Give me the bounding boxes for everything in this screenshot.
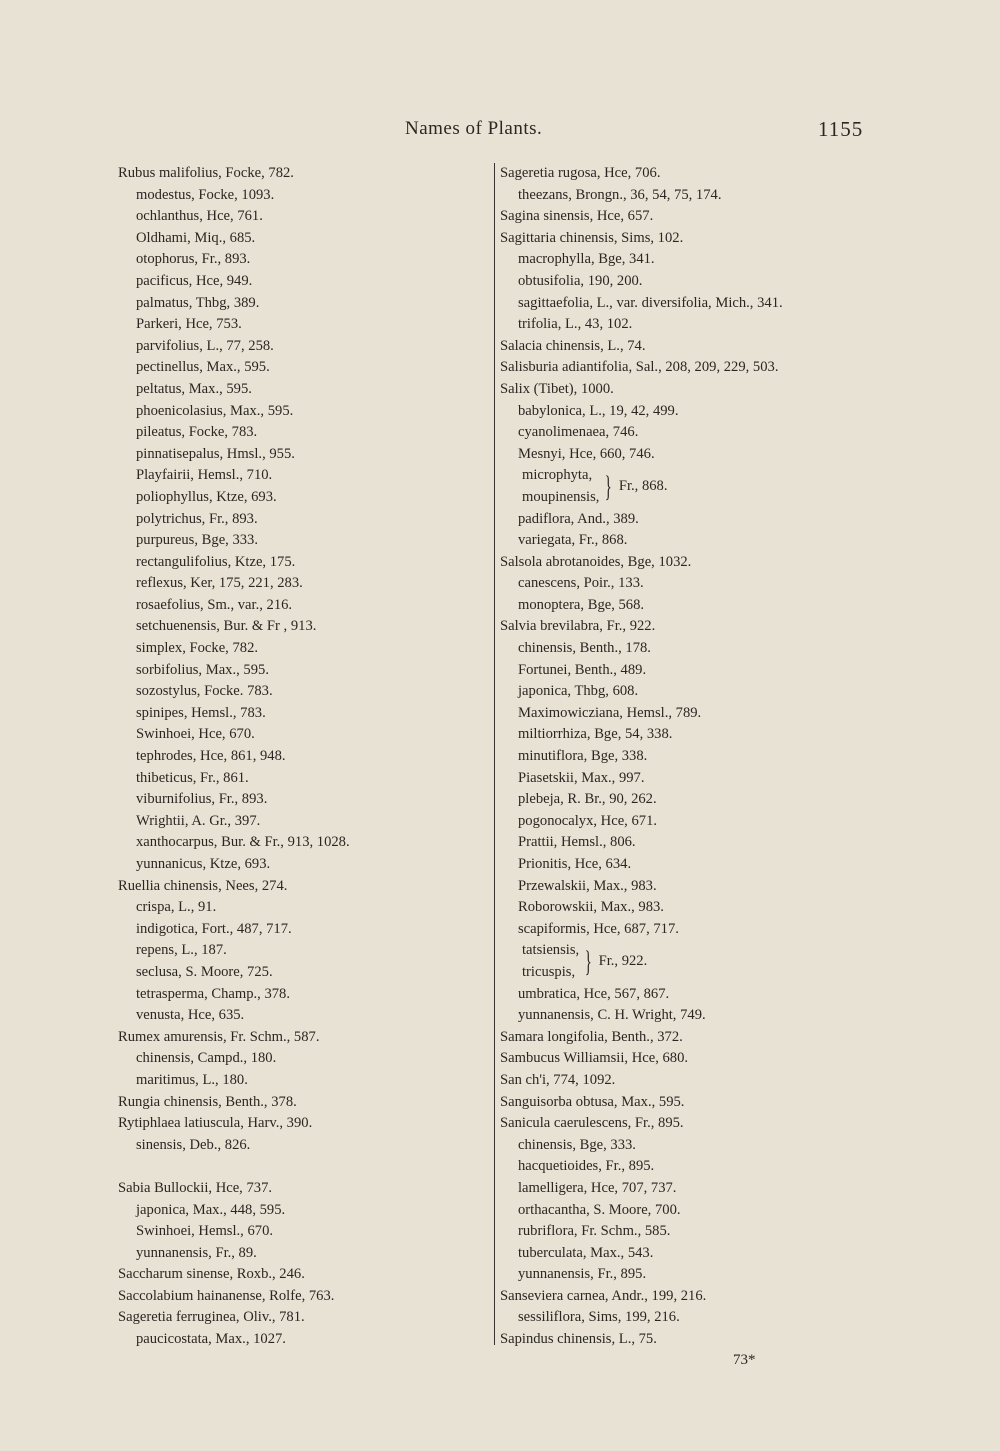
index-subentry: Roborowskii, Max., 983. bbox=[518, 899, 664, 916]
index-entry: Sapindus chinensis, L., 75. bbox=[500, 1331, 657, 1348]
index-subentry: Playfairii, Hemsl., 710. bbox=[136, 467, 273, 484]
index-subentry: viburnifolius, Fr., 893. bbox=[136, 791, 268, 808]
index-subentry: sagittaefolia, L., var. diversifolia, Mich., 341. bbox=[518, 294, 783, 311]
index-subentry: pileatus, Focke, 783. bbox=[136, 424, 258, 441]
index-subentry: ochlanthus, Hce, 761. bbox=[136, 208, 263, 225]
index-subentry: repens, L., 187. bbox=[136, 942, 227, 959]
index-subentry: monoptera, Bge, 568. bbox=[518, 596, 645, 613]
index-subentry: pacificus, Hce, 949. bbox=[136, 272, 253, 289]
index-subentry: yunnanensis, Fr., 89. bbox=[136, 1244, 257, 1261]
brace-symbol: } bbox=[605, 469, 613, 503]
index-entry: Rytiphlaea latiuscula, Harv., 390. bbox=[118, 1115, 313, 1132]
index-entry: Sanicula caerulescens, Fr., 895. bbox=[500, 1115, 684, 1132]
index-subentry: phoenicolasius, Max., 595. bbox=[136, 402, 294, 419]
index-subentry: crispa, L., 91. bbox=[136, 899, 217, 916]
index-subentry: lamelligera, Hce, 707, 737. bbox=[518, 1179, 677, 1196]
column-divider bbox=[494, 163, 495, 1345]
index-entry: Sabia Bullockii, Hce, 737. bbox=[118, 1179, 273, 1196]
index-entry: Sageretia rugosa, Hce, 706. bbox=[500, 165, 661, 181]
index-subentry: chinensis, Benth., 178. bbox=[518, 640, 651, 657]
left-column bbox=[118, 163, 490, 1351]
brace-name: microphyta, bbox=[522, 467, 593, 484]
index-entry: Samara longifolia, Benth., 372. bbox=[500, 1028, 683, 1045]
index-subentry: paucicostata, Max., 1027. bbox=[136, 1331, 286, 1348]
right-column bbox=[500, 163, 880, 1351]
index-subentry: tephrodes, Hce, 861, 948. bbox=[136, 748, 286, 765]
section-gap bbox=[118, 1156, 490, 1178]
index-subentry: canescens, Poir., 133. bbox=[518, 575, 644, 592]
index-subentry: yunnanensis, Fr., 895. bbox=[518, 1266, 647, 1283]
page-number: 1155 bbox=[818, 117, 864, 141]
index-entry: Salvia brevilabra, Fr., 922. bbox=[500, 618, 656, 635]
index-subentry: venusta, Hce, 635. bbox=[136, 1007, 245, 1024]
index-entry: Sageretia ferruginea, Oliv., 781. bbox=[118, 1309, 305, 1326]
index-subentry: minutiflora, Bge, 338. bbox=[518, 748, 648, 765]
index-subentry: Przewalskii, Max., 983. bbox=[518, 877, 657, 894]
index-subentry: modestus, Focke, 1093. bbox=[136, 186, 275, 203]
index-subentry: miltiorrhiza, Bge, 54, 338. bbox=[518, 726, 673, 743]
index-subentry: cyanolimenaea, 746. bbox=[518, 424, 639, 441]
index-subentry: Parkeri, Hce, 753. bbox=[136, 316, 242, 333]
index-subentry: yunnanicus, Ktze, 693. bbox=[136, 856, 271, 872]
brace-symbol: } bbox=[584, 944, 592, 978]
index-subentry: Fortunei, Benth., 489. bbox=[518, 661, 647, 678]
brace-name: tricuspis, bbox=[522, 963, 576, 980]
index-subentry: babylonica, L., 19, 42, 499. bbox=[518, 402, 679, 419]
index-subentry: thibeticus, Fr., 861. bbox=[136, 769, 249, 786]
index-subentry: Prattii, Hemsl., 806. bbox=[518, 834, 636, 851]
brace-reference: Fr., 922. bbox=[598, 953, 648, 970]
index-subentry: xanthocarpus, Bur. & Fr., 913, 1028. bbox=[136, 834, 350, 851]
index-entry: Sanguisorba obtusa, Max., 595. bbox=[500, 1093, 685, 1110]
index-subentry: Maximowicziana, Hemsl., 789. bbox=[518, 704, 702, 721]
index-subentry: theezans, Brongn., 36, 54, 75, 174. bbox=[518, 186, 722, 203]
index-subentry: sozostylus, Focke. 783. bbox=[136, 683, 273, 700]
index-subentry: Oldhami, Miq., 685. bbox=[136, 229, 256, 246]
index-entry: Rungia chinensis, Benth., 378. bbox=[118, 1093, 297, 1110]
index-subentry: rosaefolius, Sm., var., 216. bbox=[136, 596, 293, 613]
running-head: Names of Plants. bbox=[405, 118, 543, 139]
index-subentry: padiflora, And., 389. bbox=[518, 510, 639, 527]
index-subentry: plebeja, R. Br., 90, 262. bbox=[518, 791, 657, 808]
index-subentry: tetrasperma, Champ., 378. bbox=[136, 985, 291, 1002]
index-subentry: orthacantha, S. Moore, 700. bbox=[518, 1201, 681, 1218]
index-subentry: Wrightii, A. Gr., 397. bbox=[136, 812, 261, 829]
index-subentry: trifolia, L., 43, 102. bbox=[518, 316, 633, 333]
index-subentry: pogonocalyx, Hce, 671. bbox=[518, 812, 658, 829]
index-subentry: maritimus, L., 180. bbox=[136, 1071, 248, 1088]
index-entry: Sambucus Williamsii, Hce, 680. bbox=[500, 1050, 689, 1067]
index-subentry: Swinhoei, Hce, 670. bbox=[136, 726, 255, 743]
index-entry: Sagittaria chinensis, Sims, 102. bbox=[500, 229, 684, 246]
index-entry: Sanseviera carnea, Andr., 199, 216. bbox=[500, 1287, 707, 1304]
index-subentry: peltatus, Max., 595. bbox=[136, 380, 252, 397]
brace-group-salix bbox=[500, 465, 880, 508]
index-subentry: seclusa, S. Moore, 725. bbox=[136, 963, 273, 980]
index-entry: San ch'i, 774, 1092. bbox=[500, 1071, 616, 1088]
index-subentry: reflexus, Ker, 175, 221, 283. bbox=[136, 575, 303, 592]
index-subentry: tuberculata, Max., 543. bbox=[518, 1244, 654, 1261]
index-subentry: umbratica, Hce, 567, 867. bbox=[518, 985, 670, 1002]
index-subentry: Prionitis, Hce, 634. bbox=[518, 856, 632, 872]
index-subentry: sessiliflora, Sims, 199, 216. bbox=[518, 1309, 680, 1326]
index-subentry: pectinellus, Max., 595. bbox=[136, 359, 270, 376]
index-entry: Ruellia chinensis, Nees, 274. bbox=[118, 877, 288, 894]
index-subentry: parvifolius, L., 77, 258. bbox=[136, 337, 274, 354]
brace-name: tatsiensis, bbox=[522, 942, 580, 959]
index-subentry: poliophyllus, Ktze, 693. bbox=[136, 488, 277, 505]
index-subentry: japonica, Thbg, 608. bbox=[518, 683, 639, 700]
index-subentry: Piasetskii, Max., 997. bbox=[518, 769, 645, 786]
brace-group-salvia bbox=[500, 940, 880, 983]
index-subentry: pinnatisepalus, Hmsl., 955. bbox=[136, 445, 295, 462]
index-subentry: chinensis, Bge, 333. bbox=[518, 1136, 636, 1153]
index-subentry: rubriflora, Fr. Schm., 585. bbox=[518, 1223, 671, 1240]
index-subentry: japonica, Max., 448, 595. bbox=[136, 1201, 286, 1218]
index-subentry: hacquetioides, Fr., 895. bbox=[518, 1158, 655, 1175]
index-subentry: obtusifolia, 190, 200. bbox=[518, 272, 643, 289]
index-subentry: sinensis, Deb., 826. bbox=[136, 1136, 251, 1153]
brace-reference: Fr., 868. bbox=[618, 478, 668, 495]
index-entry: Sagina sinensis, Hce, 657. bbox=[500, 208, 654, 225]
index-subentry: otophorus, Fr., 893. bbox=[136, 251, 251, 268]
index-subentry: purpureus, Bge, 333. bbox=[136, 532, 259, 549]
index-subentry: scapiformis, Hce, 687, 717. bbox=[518, 920, 679, 937]
index-subentry: Mesnyi, Hce, 660, 746. bbox=[518, 445, 655, 462]
index-subentry: macrophylla, Bge, 341. bbox=[518, 251, 655, 268]
index-entry: Saccolabium hainanense, Rolfe, 763. bbox=[118, 1287, 335, 1304]
index-subentry: simplex, Focke, 782. bbox=[136, 640, 259, 657]
index-entry: Rumex amurensis, Fr. Schm., 587. bbox=[118, 1028, 320, 1045]
index-entry: Saccharum sinense, Roxb., 246. bbox=[118, 1266, 305, 1283]
brace-name: moupinensis, bbox=[522, 488, 600, 505]
index-entry: Salacia chinensis, L., 74. bbox=[500, 337, 646, 354]
index-subentry: palmatus, Thbg, 389. bbox=[136, 294, 260, 311]
index-subentry: setchuenensis, Bur. & Fr , 913. bbox=[136, 618, 317, 635]
index-subentry: variegata, Fr., 868. bbox=[518, 532, 628, 549]
index-subentry: spinipes, Hemsl., 783. bbox=[136, 704, 266, 721]
index-entry: Rubus malifolius, Focke, 782. bbox=[118, 165, 294, 181]
index-entry: Salisburia adiantifolia, Sal., 208, 209, 229, 503. bbox=[500, 359, 779, 376]
index-subentry: polytrichus, Fr., 893. bbox=[136, 510, 258, 527]
index-subentry: Swinhoei, Hemsl., 670. bbox=[136, 1223, 274, 1240]
index-entry: Salix (Tibet), 1000. bbox=[500, 380, 614, 397]
index-entry: Salsola abrotanoides, Bge, 1032. bbox=[500, 553, 692, 570]
index-subentry: indigotica, Fort., 487, 717. bbox=[136, 920, 292, 937]
index-subentry: chinensis, Campd., 180. bbox=[136, 1050, 277, 1067]
index-subentry: rectangulifolius, Ktze, 175. bbox=[136, 553, 296, 570]
index-subentry: sorbifolius, Max., 595. bbox=[136, 661, 269, 678]
index-subentry: yunnanensis, C. H. Wright, 749. bbox=[518, 1007, 706, 1024]
signature-mark: 73* bbox=[733, 1352, 756, 1368]
